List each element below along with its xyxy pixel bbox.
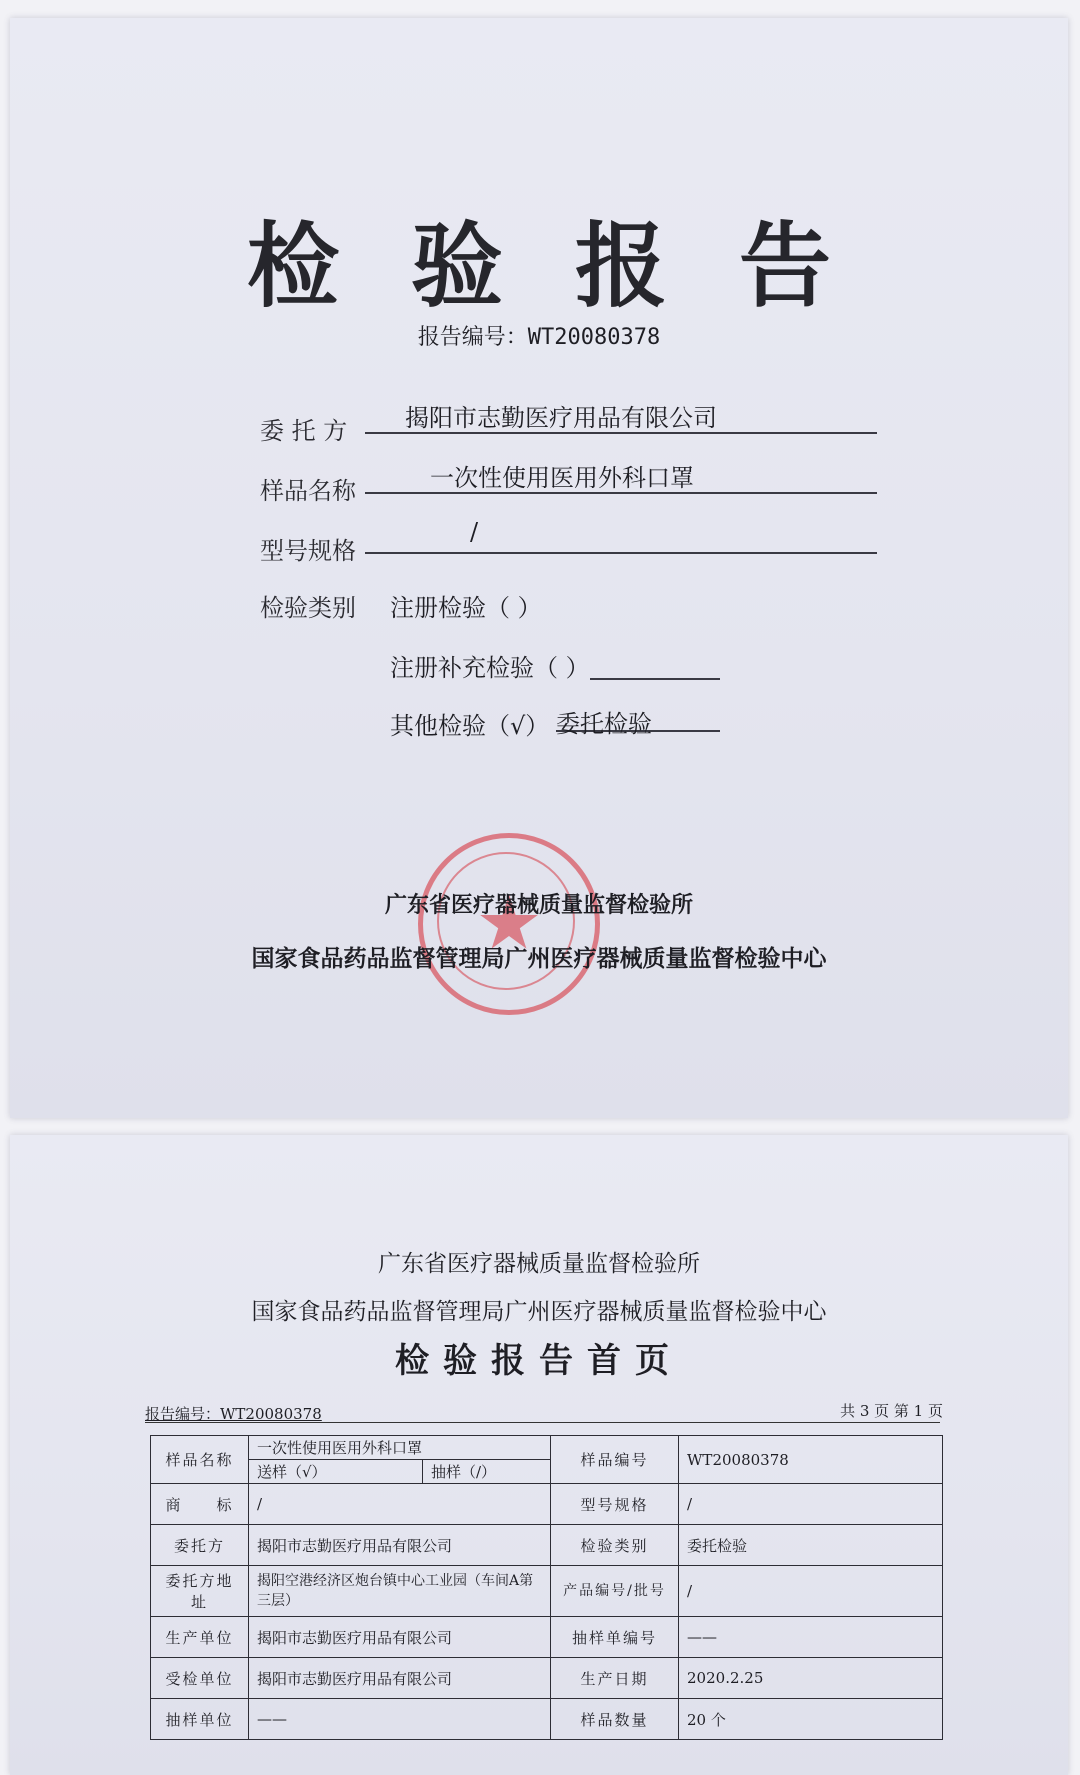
cell-value: WT20080378 [679,1436,943,1484]
category-supplementary: 注册补充检验（ ） [390,654,590,682]
cell-value: 揭阳空港经济区炮台镇中心工业园（车间A第三层） [249,1566,551,1617]
cell-label: 样品名称 [151,1436,249,1484]
sample-name-label: 样品名称 [260,477,356,505]
category-other-line [556,700,720,738]
issuing-org-secondary: 国家食品药品监督管理局广州医疗器械质量监督检验中心 [251,945,827,972]
client-value: 揭阳市志勤医疗用品有限公司 [405,404,717,432]
table-row [151,1566,943,1617]
cell-value: 2020.2.25 [679,1658,943,1699]
issuing-org-primary: 广东省医疗器械质量监督检验所 [384,892,693,918]
cell-value: 送样（√） [249,1460,423,1484]
header-underline [145,1422,940,1423]
cell-value: / [679,1484,943,1525]
model-line [365,518,877,554]
title-char: 检 [246,213,339,320]
supplementary-line [590,648,720,680]
official-seal [418,833,600,1015]
first-page-org-primary: 广东省医疗器械质量监督检验所 [378,1251,700,1277]
category-registration: 注册检验（ ） [390,594,542,622]
cell-value: 揭阳市志勤医疗用品有限公司 [249,1658,551,1699]
table-row [151,1436,943,1460]
model-value: / [470,518,479,546]
table-row [151,1484,943,1525]
info-table [150,1435,943,1740]
table-row [151,1658,943,1699]
cell-value: 揭阳市志勤医疗用品有限公司 [249,1617,551,1658]
cell-value: 20 个 [679,1699,943,1740]
table-row [151,1699,943,1740]
category-other: 其他检验（√） [390,712,550,740]
client-label: 委 托 方 [260,417,348,445]
cell-value: / [249,1484,551,1525]
cell-label: 生产日期 [551,1658,679,1699]
sample-name-value: 一次性使用医用外科口罩 [430,464,694,492]
cell-label: 型号规格 [551,1484,679,1525]
category-other-value: 委托检验 [556,710,652,738]
cell-value: 委托检验 [679,1525,943,1566]
model-label: 型号规格 [260,537,356,565]
title-char: 告 [739,213,832,320]
cell-label: 抽样单位 [151,1699,249,1740]
cell-label: 产品编号/批号 [551,1566,679,1617]
table-row [151,1525,943,1566]
first-page-title: 检验报告首页 [395,1341,683,1381]
cell-value: —— [679,1617,943,1658]
cell-label: 受检单位 [151,1658,249,1699]
report-cover-page [10,18,1068,1118]
cell-value: 揭阳市志勤医疗用品有限公司 [249,1525,551,1566]
cell-label: 生产单位 [151,1617,249,1658]
first-page-org-secondary: 国家食品药品监督管理局广州医疗器械质量监督检验中心 [251,1299,827,1325]
report-title [10,193,1068,325]
title-char: 验 [410,213,503,320]
cell-label: 委托方 [151,1525,249,1566]
cell-label: 委托方地址 [151,1566,249,1617]
cell-label: 抽样单编号 [551,1617,679,1658]
cell-value: / [679,1566,943,1617]
cell-label: 检验类别 [551,1525,679,1566]
table-row [151,1617,943,1658]
cell-label: 样品编号 [551,1436,679,1484]
cell-label: 样品数量 [551,1699,679,1740]
cell-value: 一次性使用医用外科口罩 [249,1436,551,1460]
cell-value: —— [249,1699,551,1740]
report-number: 报告编号：WT20080378 [417,325,661,350]
cell-value: 抽样（/） [423,1460,551,1484]
report-first-page [10,1135,1068,1775]
cell-label: 商 标 [151,1484,249,1525]
first-page-report-number: 报告编号：WT20080378 [145,1405,322,1423]
client-line [365,402,877,434]
sample-name-line [365,462,877,494]
title-char: 报 [575,213,668,320]
first-page-page-info: 共 3 页 第 1 页 [840,1402,943,1420]
category-label: 检验类别 [260,594,356,622]
